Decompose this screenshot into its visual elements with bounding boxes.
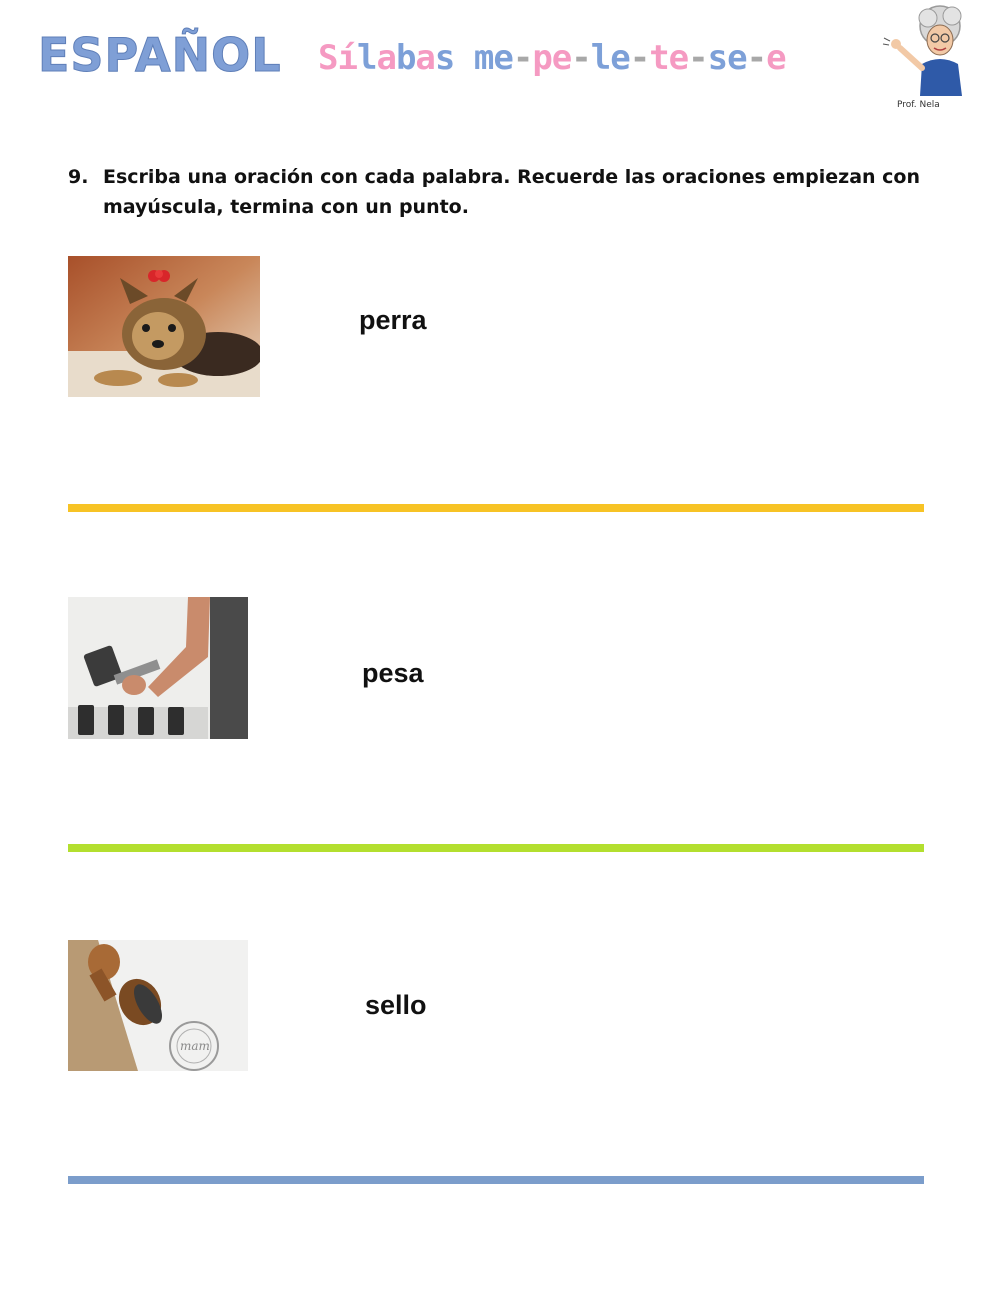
lesson-title-segment: - (629, 38, 650, 78)
dog-photo (68, 256, 260, 397)
lesson-title-segment: - (746, 38, 767, 78)
writing-line-pesa[interactable] (68, 844, 924, 852)
lesson-title-segment: te (649, 38, 689, 78)
subject-title: ESPAÑOL (38, 28, 282, 82)
dumbbell-photo (68, 597, 248, 739)
lesson-title-segment: s (434, 38, 455, 78)
writing-line-sello[interactable] (68, 1176, 924, 1184)
instruction-number: 9. (68, 166, 89, 188)
lesson-title-segment (454, 38, 473, 78)
word-pesa: pesa (362, 658, 424, 688)
lesson-title-segment: b (395, 38, 416, 78)
lesson-title (318, 38, 786, 78)
lesson-title-segment: - (512, 38, 533, 78)
lesson-title-segment: - (688, 38, 708, 78)
instruction-text: Escriba una oración con cada palabra. Recuerde las oraciones empiezan con mayúscula, termina con un punto. (103, 166, 921, 218)
stamp-photo (68, 940, 248, 1071)
lesson-title-segment: a (376, 38, 396, 78)
lesson-title-segment: - (571, 38, 591, 78)
lesson-title-segment: í (337, 38, 357, 78)
lesson-title-segment: e (766, 38, 786, 78)
lesson-title-segment: me (473, 38, 513, 78)
instruction (68, 162, 938, 222)
teacher-avatar (878, 4, 968, 96)
word-sello: sello (365, 990, 427, 1020)
lesson-title-segment: l (356, 38, 377, 78)
lesson-title-segment: S (318, 38, 338, 78)
lesson-title-segment: se (707, 38, 747, 78)
svg-text:mam: mam (180, 1039, 210, 1053)
word-perra: perra (359, 305, 427, 335)
lesson-title-segment: le (590, 38, 630, 78)
teacher-name: Prof. Nela (897, 100, 940, 110)
lesson-title-segment: pe (532, 38, 572, 78)
writing-line-perra[interactable] (68, 504, 924, 512)
lesson-title-segment: a (415, 38, 435, 78)
